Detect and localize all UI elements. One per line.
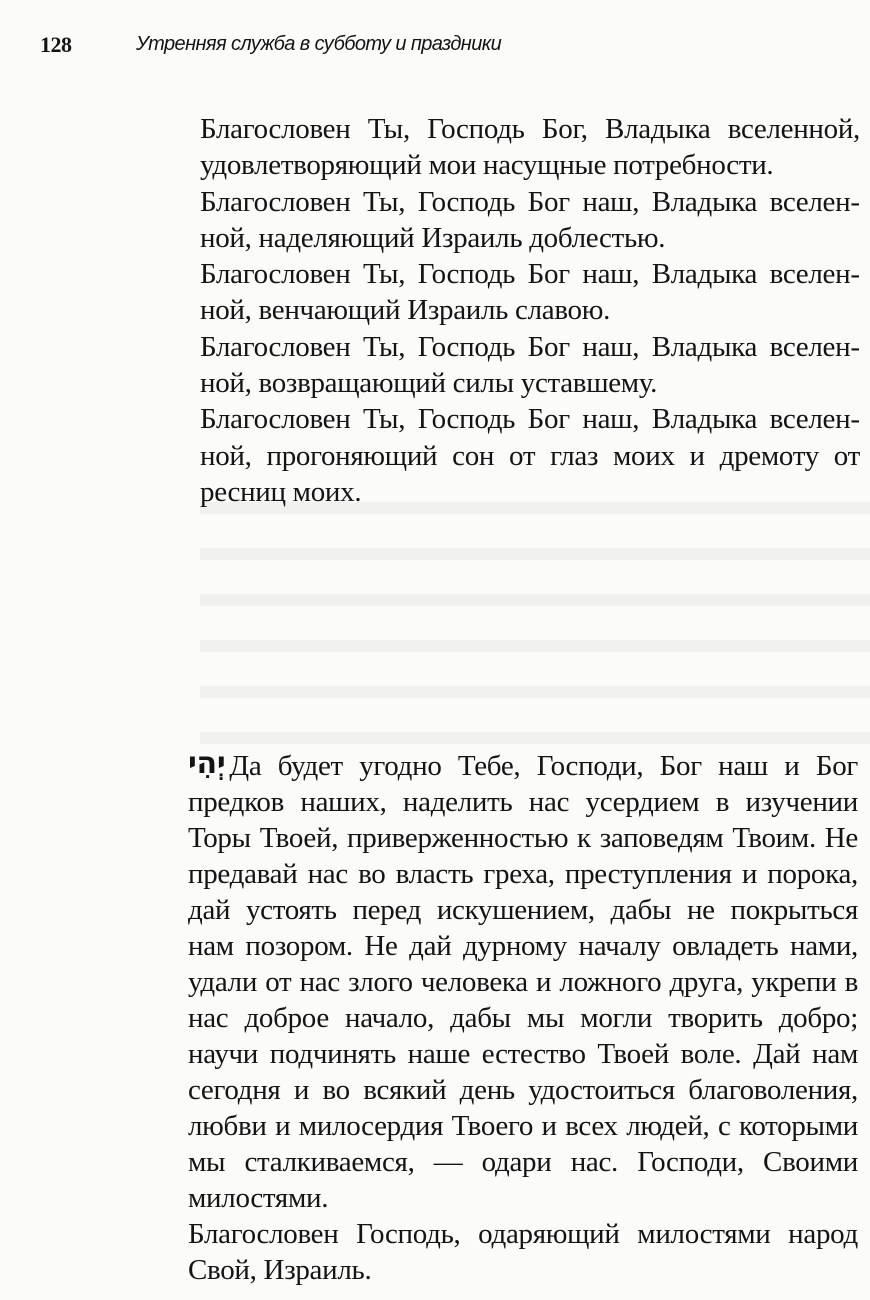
page-header <box>40 32 850 72</box>
blessing-paragraph: Благословен Ты, Господь Бог наш, Владыка вселенной, наделяющий Израиль доблестью. <box>200 185 860 254</box>
prayer-paragraph <box>188 748 858 1216</box>
reverse-side-bleed-through <box>200 480 870 760</box>
prayer-section <box>188 748 858 1288</box>
hebrew-lead-word: יְהִי <box>188 746 226 781</box>
morning-blessings-section <box>200 111 860 510</box>
blessing-paragraph: Благословен Ты, Господь Бог наш, Владыка вселенной, венчающий Израиль славою. <box>200 258 860 327</box>
page-number: 128 <box>40 32 72 57</box>
blessing-paragraph: Благословен Ты, Господь Бог, Владыка вселенной, удовлетворяющий мои насущные потребности. <box>200 113 860 182</box>
blessing-paragraph: Благословен Ты, Господь Бог наш, Владыка вселенной, возвращающий силы уставшему. <box>200 330 860 400</box>
closing-blessing: Благословен Господь, одаряющий милостями народ Свой, Израиль. <box>188 1218 858 1286</box>
prayer-text: Да будет угодно Тебе, Господи, Бог наш и Бог предков наших, наделить нас усердием в изучении Торы Твоей, приверженностью к заповедям Твоим. Не предавай нас во власть греха, преступления и порока, дай устоять перед искушением, дабы не покрыться нам позором. Не дай дурному началу овладеть нами, удали от нас злого человека и ложного друга, укрепи в нас доброе начало, дабы мы могли творить добро; научи подчинять наше естество Твоей воле. Дай нам сегодня и во всякий день удостоиться благоволения, любви и милосердия Твоего и всех людей, с которыми мы сталкиваемся, — одари нас. Господи, Своими милостями. <box>188 750 858 1214</box>
blessing-paragraph: Благословен Ты, Господь Бог наш, Владыка вселенной, прогоняющий сон от глаз моих и дремоту от ресниц моих. <box>200 403 860 508</box>
running-title: Утренняя служба в субботу и праздники <box>136 33 502 55</box>
